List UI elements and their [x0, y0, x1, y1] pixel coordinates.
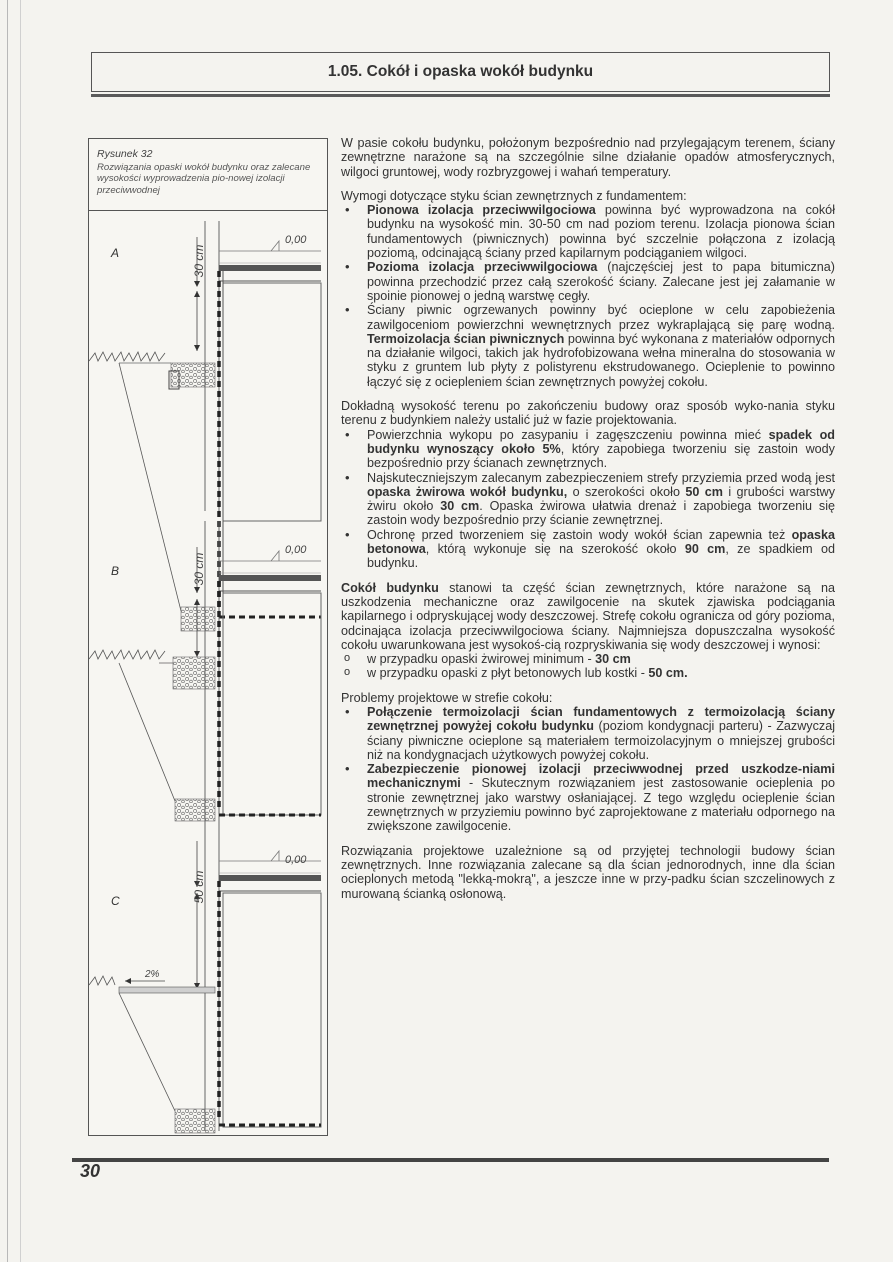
list-item: • Ochronę przed tworzeniem się zastoin wody wokół ścian zapewnia też opaska betonowa, którą wykonuje się na szerokość około 90 cm, ze spadkiem od budynku. [341, 528, 835, 571]
page-number: 30 [80, 1161, 101, 1181]
figure-caption-text: Rozwiązania opaski wokół budynku oraz zalecane wysokości wyprowadzenia pio-nowej izolacji przeciwwodnej [97, 161, 311, 196]
closing-paragraph: Rozwiązania projektowe uzależnione są od przyjętej technologii budowy ścian zewnętrznych. Inne rozwiązania zalecane są dla ścian jednorodnych, inne dla ścian ocieplonych metodą "lekką-mokrą", a jeszcze inne w przy-padku ścian szczelinowych z murowaną ścianką osłonową. [341, 843, 835, 901]
intro-paragraph: W pasie cokołu budynku, położonym bezpośrednio nad przylegającym terenem, ściany zewnętrzne narażone są na szczególnie silne działanie opadów atmosferycznych, wilgoci gruntowej, wody rozbryzgowej i wahań temperatury. [341, 136, 835, 179]
detail-c-label: C [111, 894, 120, 908]
list-item: • Powierzchnia wykopu po zasypaniu i zagęszczeniu powinna mieć spadek od budynku wynoszący około 5%, który zapobiega tworzeniu się zastoin wody bezpośrednio przy ścianach zewnętrznych. [341, 428, 835, 471]
plinth-paragraph: Cokół budynku stanowi ta część ścian zewnętrznych, które narażone są na uszkodzenia mechaniczne oraz zawilgocenie na skutek zjawiska podciągania kapilarnego i odpryskującej wody deszczowej. Strefę cokołu ogranicza od góry pozioma, odcinająca izolacja przeciwwilgociowa ściany. Najmniejsza dopuszczalna wysokość cokołu uwarunkowana jest wysokoś-cią rozpryskiwania się wody deszczowej i wynosi: [341, 580, 835, 652]
terrain-lead: Dokładną wysokość terenu po zakończeniu budowy oraz sposób wyko-nania styku terenu z budynkiem należy ustalić już w fazie projektowania. [341, 399, 835, 428]
requirements-list [341, 203, 835, 389]
detail-a-height: 30 cm [192, 244, 206, 278]
list-item: • Najskuteczniejszym zalecanym zabezpieczeniem strefy przyziemia przed wodą jest opaska żwirowa wokół budynku, o szerokości około 50 cm i grubości warstwy żwiru około 30 cm. Opaska żwirowa ułatwia drenaż i zapobiega tworzeniu się zastoin wody bezpośrednio przy ścianie zewnętrznej. [341, 471, 835, 528]
problems-list [341, 705, 835, 834]
section-title: 1.05. Cokół i opaska wokół budynku [91, 52, 830, 92]
footer-rule [72, 1158, 829, 1162]
problems-lead: Problemy projektowe w strefie cokołu: [341, 690, 553, 705]
requirements-lead: Wymogi dotyczące styku ścian zewnętrznych z fundamentem: [341, 188, 687, 203]
detail-b-level: 0,00 [285, 544, 307, 556]
detail-drawings [89, 211, 327, 1135]
plinth-list [341, 652, 835, 681]
figure-caption [89, 139, 327, 211]
terrain-list [341, 428, 835, 571]
binding-edge-inner [20, 0, 21, 1262]
detail-c-level: 0,00 [285, 854, 307, 866]
detail-c-slope: 2% [145, 969, 160, 980]
detail-c-height: 50 cm [192, 870, 206, 904]
detail-c [89, 821, 321, 1133]
list-item: o w przypadku opaski z płyt betonowych lub kostki - 50 cm. [341, 666, 835, 680]
list-item: • Połączenie termoizolacji ścian fundamentowych z termoizolacją ściany zewnętrznej powyżej cokołu budynku (poziom kondygnacji parteru) - Zazwyczaj ściany piwniczne ocieplone są materiałem termoizolacyjnym o mniejszej grubości niż na kondygnacjach użytkowych powyżej cokołu. [341, 705, 835, 762]
list-item: • Pionowa izolacja przeciwwilgociowa powinna być wyprowadzona na cokół budynku na wysokość min. 30-50 cm nad poziom terenu. Izolacja pionowa ścian fundamentowych (piwnicznych) powinna być szczelnie połączona z izolacją poziomą, odcinającą ściany przed kapilarnym podciąganiem wilgoci. [341, 203, 835, 260]
detail-b-label: B [111, 564, 120, 578]
list-item: o w przypadku opaski żwirowej minimum - 30 cm [341, 652, 835, 666]
list-item: • Zabezpieczenie pionowej izolacji przeciwwodnej przed uszkodze-niami mechanicznymi - Skutecznym rozwiązaniem jest zastosowanie ocieplenia po stronie zewnętrznej jako warstwy osłaniającej. Z tego względu ocieplenie ścian zewnętrznych w przyziemiu powinno być zaprojektowane z materiału odpornego na zwiększone zawilgocenie. [341, 762, 835, 833]
detail-b-height: 30 cm [192, 552, 206, 586]
figure-caption-title: Rysunek 32 [97, 148, 153, 160]
list-item: • Ściany piwnic ogrzewanych powinny być ocieplone w celu zapobieżenia zawilgoceniom powierzchni wewnętrznych przez wykraplającą się parę wodną. Termoizolacja ścian piwnicznych powinna być wykonana z materiałów odpornych na działanie wilgoci, takich jak hydrofobizowana wełna mineralna do stosowania w styku z gruntem lub płyty z polistyrenu ekstrudowanego. Ocieplenie to powinno łączyć się z ociepleniem ścian zewnętrznych powyżej cokołu. [341, 303, 835, 389]
title-rule [91, 94, 830, 97]
binding-edge [7, 0, 8, 1262]
list-item: • Pozioma izolacja przeciwwilgociowa (najczęściej jest to papa bitumiczna) powinna przechodzić przez całą szerokość ściany. Zalecane jest jej załamanie w spoinie pionowej o jedną warstwę cegły. [341, 260, 835, 303]
detail-a-level: 0,00 [285, 234, 307, 246]
body-text [341, 136, 835, 901]
detail-a-label: A [111, 246, 120, 260]
figure-32 [88, 138, 328, 1136]
